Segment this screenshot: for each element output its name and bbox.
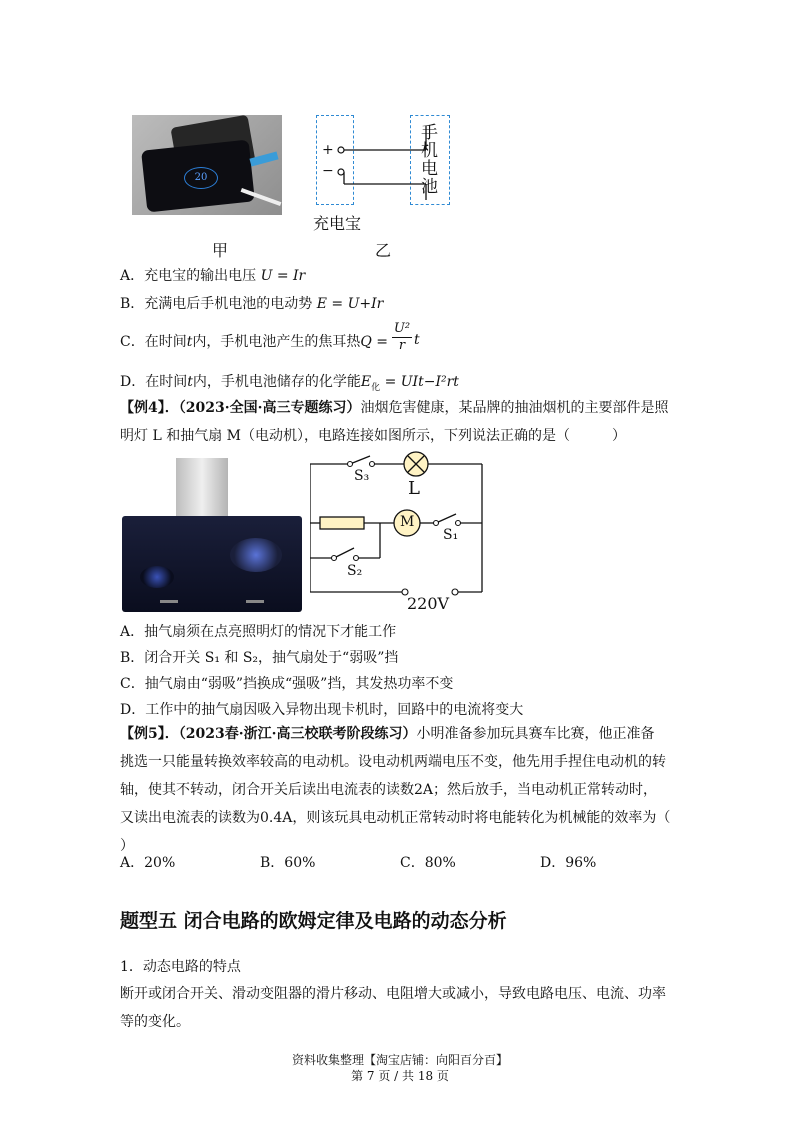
example4-tag: 【例4】．（2023·全国·高三专题练习） [120,400,361,416]
phone-charging-photo [132,115,282,215]
section-subtitle: 1．动态电路的特点 [120,959,241,975]
terminal-s3-left [348,462,353,467]
label-lamp: L [408,478,420,499]
phone-screen-readout: 20 [184,167,218,189]
minus-label: − [322,163,334,179]
fraction-numerator: U² [393,321,411,336]
terminal-s3-right [370,462,375,467]
option-c: C．在时间t内，手机电池产生的焦耳热Q = [120,334,389,350]
charger-circuit-diagram [310,110,470,215]
option-b-formula: E = U+Ir [316,296,384,312]
switch-s1-blade [436,514,456,523]
option-d-formula: = UIt−I²rt [380,374,459,390]
terminal-s2-right [354,556,359,561]
example5-stem: 【例5】．（2023春·浙江·高三校联考阶段练习）小明准备参加玩具赛车比赛，他正准备 挑选一只能量转换效率较高的电动机。设电动机两端电压不变，他先用手捏住电动机的转 轴，使其不转动，闭合开关后读出电流表的读数2A；然后放手，当电动机正常转动时， 又读出电流表的读数为0.4A，则该玩具电动机正常转动时将电能转化为机械能的效率为（ ） [120,726,671,854]
example4-option-d: D．工作中的抽气扇因吸入异物出现卡机时，回路中的电流将变大 [120,702,524,718]
terminal-s1-left [434,521,439,526]
current-value-2: 0.4A [260,810,293,826]
example4-option-b: B．闭合开关 S₁ 和 S₂，抽气扇处于“弱吸”挡 [120,650,399,666]
range-hood-photo [120,458,305,613]
plus-terminal [338,147,344,153]
section-body: 断开或闭合开关、滑动变阻器的滑片移动、电阻增大或减小，导致电路电压、电流、功率 等的变化。 [120,986,666,1030]
switch-s3-blade [350,456,370,464]
footer-source: 资料收集整理【淘宝店铺：向阳百分百】 [291,1053,508,1067]
floral-decoration [230,538,282,572]
example4-option-c: C．抽气扇由“弱吸”挡换成“强吸”挡，其发热功率不变 [120,676,454,692]
resistor-symbol [320,517,364,529]
label-voltage: 220V [407,594,450,613]
option-a: A．充电宝的输出电压 U = Ir [120,268,306,284]
switch-s2-blade [334,548,354,558]
joule-heat-symbol: Q = [360,334,389,350]
hood-handle-right [246,600,264,603]
option-d: D．在时间t内，手机电池储存的化学能$E_化 = UIt-I^2rt$ [120,374,459,393]
label-s3: S₃ [354,468,370,484]
fraction-tail: t [414,332,420,348]
range-hood-circuit [310,448,490,618]
hood-handle-left [160,600,178,603]
fraction-denominator: r [398,338,406,353]
example5-option-c: C．80% [400,855,456,871]
range-hood-chimney [176,458,228,518]
charger-label: 充电宝 [313,214,362,233]
label-s1: S₁ [443,527,459,543]
current-value-1: 2A [414,782,434,798]
figure-caption-b: 乙 [375,241,392,260]
minus-terminal [338,169,344,175]
example4-option-a: A．抽气扇须在点亮照明灯的情况下才能工作 [120,624,397,640]
example5-tag: 【例5】．（2023春·浙江·高三校联考阶段练习） [120,726,417,742]
floral-decoration-small [140,566,174,588]
terminal-s2-left [332,556,337,561]
option-b: B．充满电后手机电池的电动势 E = U+Ir [120,296,384,312]
figure-caption-a: 甲 [212,241,229,260]
plus-label: + [322,142,334,158]
label-motor: M [400,514,415,530]
option-a-formula: U = Ir [260,268,306,284]
example4-stem: 【例4】．（2023·全国·高三专题练习）油烟危害健康，某品牌的抽油烟机的主要部件是照 明灯 L 和抽气扇 M（电动机），电路连接如图所示，下列说法正确的是（ ） [120,400,669,444]
example5-option-a: A．20% [120,855,176,871]
terminal-s1-right [456,521,461,526]
footer-page-number: 第 7 页 / 共 18 页 [351,1069,449,1083]
joule-heat-fraction [392,321,412,354]
supply-terminal-right [452,589,458,595]
range-hood-panel [122,516,302,612]
example5-option-d: D．96% [540,855,597,871]
battery-label: 手机电池 [421,123,438,197]
section-title: 题型五 闭合电路的欧姆定律及电路的动态分析 [120,910,507,932]
example5-option-b: B．60% [260,855,316,871]
label-s2: S₂ [347,563,363,579]
